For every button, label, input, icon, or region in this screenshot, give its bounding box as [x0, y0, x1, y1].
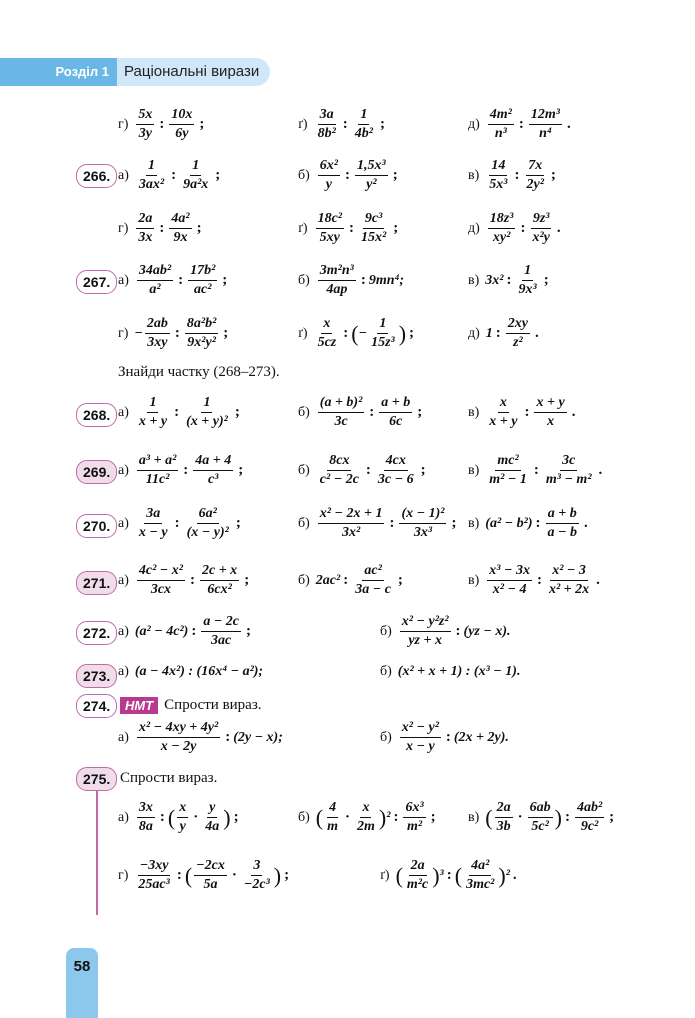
label: а) [118, 729, 129, 745]
ex274-heading [120, 694, 262, 716]
exercise-number-274: 274. [76, 694, 117, 718]
label: а) [118, 809, 129, 825]
ex269-v: в) $\frac{\text{mc²}}{\text{m² − 1}}$ : $\frac{3c}{\text{m³ − m²}}$ . [468, 453, 603, 487]
ex272-a: а) (a² − 4c²) : $\frac{a - 2c}{3ac}$ ; [118, 614, 252, 648]
label: а) [118, 167, 129, 183]
exercise-number-275: 275. [76, 767, 117, 791]
label: а) [118, 404, 129, 420]
ex272-b: б) $\frac{\text{x² − y²z²}}{yz + x}$ : (yz − x). [380, 614, 511, 648]
label: б) [298, 404, 310, 420]
ex266-gg: ґ) $\frac{\text{18c²}}{5xy}$ : $\frac{\text{9c³}}{\text{15x²}}$ ; [298, 211, 399, 245]
label: а) [118, 462, 129, 478]
label: б) [380, 623, 392, 639]
ex274-a: а) $\frac{\text{x² − 4xy + 4y²}}{x - 2y}$ : (2y − x); [118, 720, 283, 754]
ex269-a: а) $\frac{\text{a³ + a²}}{\text{11c²}}$ : $\frac{4a + 4}{\text{c³}}$ ; [118, 453, 244, 487]
chapter-tag: Розділ 1 [0, 58, 117, 86]
ex267-v: в) 3x² : $\frac{1}{\text{9x³}}$ ; [468, 263, 549, 297]
ex274-b: б) $\frac{\text{x² − y²}}{x - y}$ : (2x + 2y). [380, 720, 509, 754]
exercise-number-266: 266. [76, 164, 117, 188]
ex267-g: г) − $\frac{2ab}{3xy}$ : $\frac{\text{8a²b²}}{\text{9x²y²}}$ ; [118, 316, 229, 350]
ex275-text: Спрости вираз. [120, 769, 218, 786]
label: б) [298, 462, 310, 478]
label: в) [468, 272, 480, 288]
ex265-d: д) $\frac{\text{4m²}}{\text{n³}}$ : $\frac{\text{12m³}}{\text{n⁴}}$ . [468, 107, 571, 141]
ex266-g: г) $\frac{2a}{3x}$ : $\frac{\text{4a²}}{9x}$ ; [118, 211, 202, 245]
ex275-b: б) ( $\frac{4}{m}$ · $\frac{x}{2m}$ ) ² : $\frac{\text{6x³}}{\text{m²}}$ ; [298, 800, 436, 834]
ex267-gg: ґ) $\frac{x}{5cz}$ : ( − $\frac{1}{\text{15z³}}$ ) ; [298, 316, 415, 350]
ex270-a: а) $\frac{3a}{x - y}$ : $\frac{\text{6a²}}{\text{(x − y)²}}$ ; [118, 506, 241, 540]
label: а) [118, 272, 129, 288]
ex274-text: Спрости вираз. [164, 696, 262, 713]
label: в) [468, 167, 480, 183]
ex270-b: б) $\frac{\text{x² − 2x + 1}}{\text{3x²}}$ : $\frac{\text{(x − 1)²}}{\text{3x³}}$ ; [298, 506, 457, 540]
exercise-number-271: 271. [76, 571, 117, 595]
ex265-gg: ґ) $\frac{3a}{\text{8b²}}$ : $\frac{1}{\text{4b²}}$ ; [298, 107, 385, 141]
label: ґ) [298, 220, 308, 236]
exercise-number-270: 270. [76, 514, 117, 538]
label: б) [298, 167, 310, 183]
ex273-b: б) (x² + x + 1) : (x³ − 1). [380, 664, 521, 679]
label: г) [118, 867, 129, 883]
label: д) [468, 116, 480, 132]
exercise-number-269: 269. [76, 460, 117, 484]
label: д) [468, 325, 480, 341]
ex266-v: в) $\frac{14}{\text{5x³}}$ : $\frac{7x}{\text{2y²}}$ ; [468, 158, 556, 192]
label: б) [380, 729, 392, 745]
ex270-v: в) (a² − b²) : $\frac{a + b}{a - b}$ . [468, 506, 588, 540]
page-number: 58 [73, 958, 91, 975]
ex271-b: б) 2ac² : $\frac{\text{ac²}}{3a - c}$ ; [298, 563, 403, 597]
ex271-a: а) $\frac{\text{4c² − x²}}{3cx}$ : $\frac{2c + x}{\text{6cx²}}$ ; [118, 563, 250, 597]
ex275-gg: ґ) ( $\frac{2a}{\text{m²c}}$ ) ³ : ( $\frac{\text{4a²}}{\text{3mc²}}$ ) ² . [380, 858, 517, 892]
ex275-v: в) ( $\frac{2a}{3b}$ · $\frac{6ab}{\text{5c²}}$ ) : $\frac{\text{4ab²}}{\text{9c²}}$ ; [468, 800, 615, 834]
label: в) [468, 572, 480, 588]
ex275-rule [96, 790, 98, 915]
ex273-a: а) (a − 4x²) : (16x⁴ − a²); [118, 664, 264, 679]
label: ґ) [380, 867, 390, 883]
label: г) [118, 220, 129, 236]
label: б) [298, 809, 310, 825]
label: а) [118, 664, 129, 679]
exercise-number-267: 267. [76, 270, 117, 294]
label: б) [298, 515, 310, 531]
label: б) [298, 272, 310, 288]
ex268-v: в) $\frac{x}{x + y}$ : $\frac{x + y}{x}$ . [468, 395, 576, 429]
label: г) [118, 116, 129, 132]
label: ґ) [298, 325, 308, 341]
ex265-g: г) $\frac{5x}{3y}$ : $\frac{10x}{6y}$ ; [118, 107, 205, 141]
ex268-b: б) $\frac{\text{(a + b)²}}{3c}$ : $\frac{a + b}{6c}$ ; [298, 395, 423, 429]
label: а) [118, 572, 129, 588]
exercise-number-268: 268. [76, 403, 117, 427]
nmt-badge: НМТ [120, 697, 158, 714]
label: в) [468, 515, 480, 531]
ex266-b: б) $\frac{\text{6x²}}{y}$ : $\frac{\text{1,5x³}}{\text{y²}}$ ; [298, 158, 398, 192]
ex269-b: б) $\frac{8cx}{\text{c² − 2c}}$ : $\frac{4cx}{3c - 6}$ ; [298, 453, 426, 487]
label: г) [118, 325, 129, 341]
exercise-number-272: 272. [76, 621, 117, 645]
label: в) [468, 809, 480, 825]
label: а) [118, 623, 129, 639]
ex266-d: д) $\frac{\text{18z³}}{\text{xy²}}$ : $\frac{\text{9z³}}{\text{x²y}}$ . [468, 211, 561, 245]
ex271-v: в) $\frac{\text{x³ − 3x}}{\text{x² − 4}}$ : $\frac{\text{x² − 3}}{\text{x² + 2x}}$ . [468, 563, 600, 597]
instruction-268-273: Знайди частку (268–273). [118, 364, 280, 380]
label: в) [468, 404, 480, 420]
ex267-d: д) 1 : $\frac{2xy}{\text{z²}}$ . [468, 316, 539, 350]
ex275-a: а) $\frac{3x}{8a}$ : ( $\frac{x}{y}$ · $\frac{y}{4a}$ ) ; [118, 800, 239, 834]
ex275-g: г) $\frac{-3xy}{\text{25ac³}}$ : ( $\frac{-2cx}{5a}$ · $\frac{3}{\text{−2c³}}$ ) ; [118, 858, 290, 892]
label: б) [298, 572, 310, 588]
label: ґ) [298, 116, 308, 132]
label: в) [468, 462, 480, 478]
exercise-number-273: 273. [76, 664, 117, 688]
chapter-title: Раціональні вирази [124, 63, 260, 80]
ex267-b: б) $\frac{\text{3m²n³}}{4ap}$ : 9mn⁴; [298, 263, 405, 297]
ex266-a: а) $\frac{1}{\text{3ax²}}$ : $\frac{1}{\text{9a²x}}$ ; [118, 158, 221, 192]
ex268-a: а) $\frac{1}{x + y}$ : $\frac{1}{\text{(x + y)²}}$ ; [118, 395, 240, 429]
label: б) [380, 664, 392, 679]
label: а) [118, 515, 129, 531]
ex267-a: а) $\frac{\text{34ab²}}{\text{a²}}$ : $\frac{\text{17b²}}{\text{ac²}}$ ; [118, 263, 228, 297]
label: д) [468, 220, 480, 236]
